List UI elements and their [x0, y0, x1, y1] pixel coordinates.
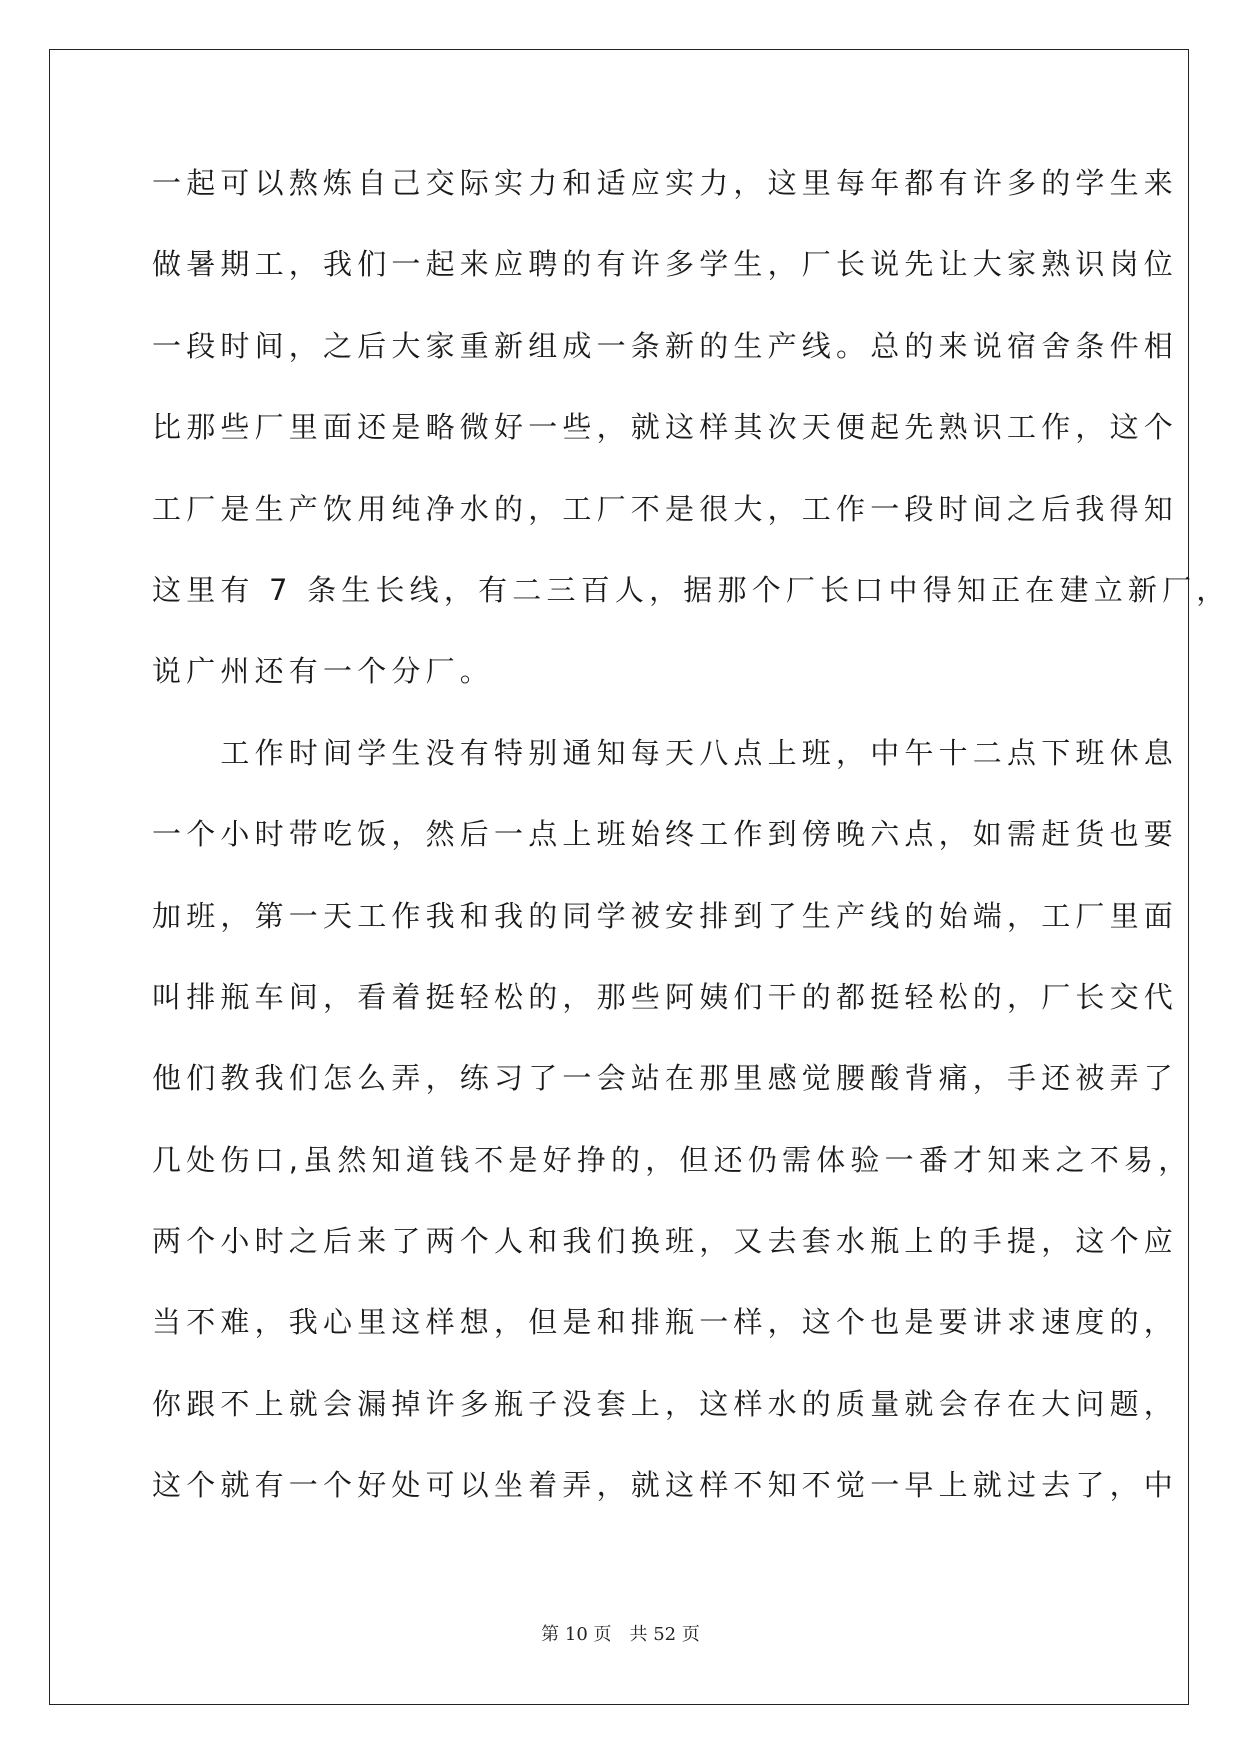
- text-line-15: 当不难，我心里这样想，但是和排瓶一样，这个也是要讲求速度的，: [152, 1305, 1179, 1340]
- text-line-8: 工作时间学生没有特别通知每天八点上班，中午十二点下班休息: [152, 735, 1179, 770]
- page-number-footer: 第 10 页 共 52 页: [541, 1624, 700, 1645]
- text-line-2: 做暑期工，我们一起来应聘的有许多学生，厂长说先让大家熟识岗位: [152, 247, 1179, 282]
- text-line-14: 两个小时之后来了两个人和我们换班，又去套水瓶上的手提，这个应: [152, 1224, 1179, 1259]
- text-line-13: 几处伤口,虽然知道钱不是好挣的，但还仍需体验一番才知来之不易，: [152, 1142, 1193, 1177]
- text-line-11: 叫排瓶车间，看着挺轻松的，那些阿姨们干的都挺轻松的，厂长交代: [152, 979, 1179, 1014]
- text-line-6: 这里有 7 条生长线，有二三百人，据那个厂长口中得知正在建立新厂，: [152, 572, 1231, 607]
- text-line-7: 说广州还有一个分厂。: [152, 654, 495, 689]
- text-line-4: 比那些厂里面还是略微好一些，就这样其次天便起先熟识工作，这个: [152, 410, 1179, 445]
- text-line-10: 加班，第一天工作我和我的同学被安排到了生产线的始端，工厂里面: [152, 898, 1179, 933]
- document-body: [152, 160, 1231, 1544]
- text-line-1: 一起可以熬炼自己交际实力和适应实力，这里每年都有许多的学生来: [152, 166, 1179, 200]
- text-line-12: 他们教我们怎么弄，练习了一会站在那里感觉腰酸背痛，手还被弄了: [152, 1061, 1179, 1096]
- text-line-3: 一段时间，之后大家重新组成一条新的生产线。总的来说宿舍条件相: [152, 328, 1179, 363]
- text-line-9: 一个小时带吃饭，然后一点上班始终工作到傍晚六点，如需赶货也要: [152, 817, 1179, 852]
- text-line-17: 这个就有一个好处可以坐着弄，就这样不知不觉一早上就过去了，中: [152, 1468, 1179, 1503]
- text-line-16: 你跟不上就会漏掉许多瓶子没套上，这样水的质量就会存在大问题，: [152, 1386, 1179, 1421]
- text-line-5: 工厂是生产饮用纯净水的，工厂不是很大，工作一段时间之后我得知: [152, 491, 1179, 526]
